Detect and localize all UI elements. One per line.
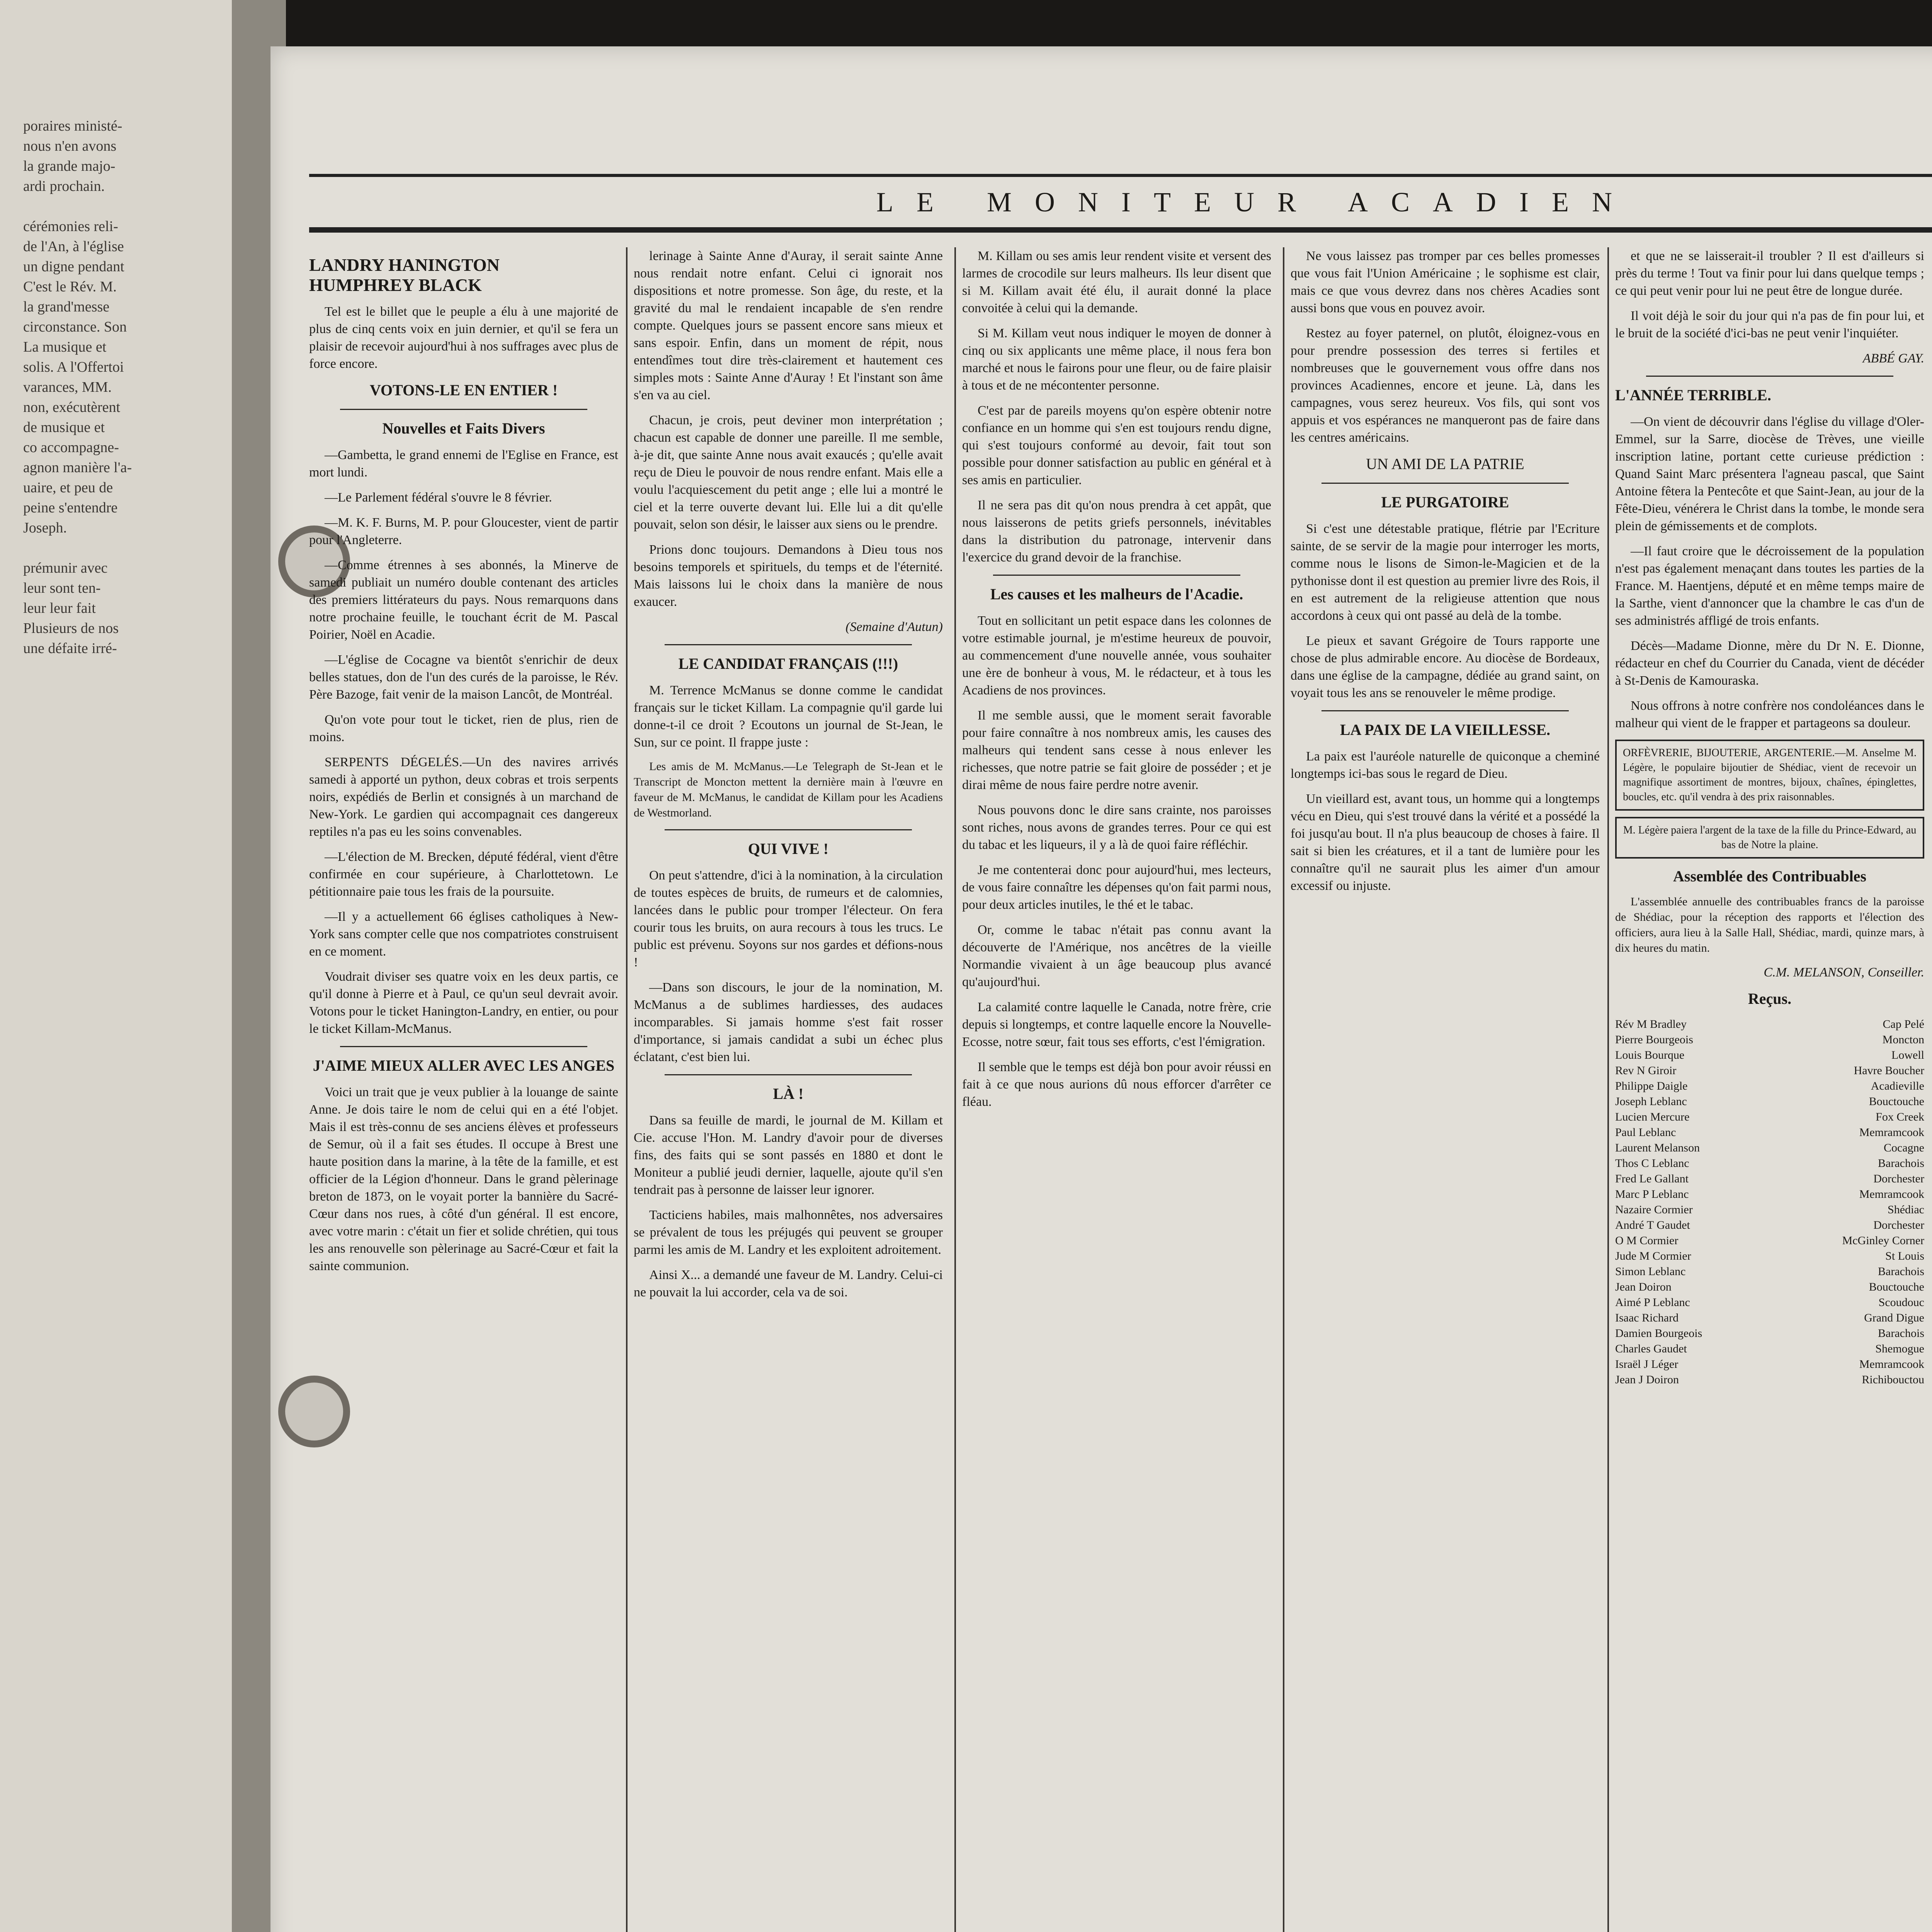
list-item	[1615, 1187, 1924, 1202]
list-item	[1615, 1125, 1924, 1140]
paragraph: Il voit déjà le soir du jour qui n'a pas de fin pour lui, et le bruit de la société d'ici-bas ne peut venir l'inquiéter.	[1615, 309, 1924, 340]
receipt-name: O M Cormier	[1615, 1234, 1679, 1247]
receipt-place: Shemogue	[1875, 1342, 1924, 1355]
article-heading: LE CANDIDAT FRANÇAIS (!!!)	[678, 655, 898, 672]
list-item	[1615, 1063, 1924, 1078]
paragraph: Tacticiens habiles, mais malhonnêtes, nos adversaires se prévalent de tous les préjugés qui peuvent se grouper parmi les amis de M. Landry et les exploitent adroitement.	[634, 1208, 943, 1257]
paragraph: Il ne sera pas dit qu'on nous prendra à cet appât, que nous laisserons de petits griefs personnels, inévitables dans la distribution du patronage, intervenir dans l'exercice du grand devoir de la franchise.	[962, 498, 1271, 565]
list-item	[1615, 1078, 1924, 1094]
receipt-name: Nazaire Cormier	[1615, 1203, 1693, 1216]
paragraph: Chacun, je crois, peut deviner mon interprétation ; chacun est capable de donner une pareille. Il me semble, à-je dit, que sainte Anne nous avait exaucés ; qu'elle avait reçu de Dieu le pouvoir de nous rendre enfant. Mais elle a voulu l'acquiescement du petit ange ; elle lui a montré le ciel et la terre ouverte devant lui. Elle lui a dit qu'elle pouvait, selon son désir, le laisser aux siens ou le prendre.	[634, 413, 943, 532]
list-item	[1615, 1171, 1924, 1187]
paragraph: C'est par de pareils moyens qu'on espère obtenir notre confiance en un homme qui s'en est toujours rendu digne, qui s'est toujours conformé au devoir, fait tout son possible pour donner satisfaction au public en général et à ses amis en particulier.	[962, 403, 1271, 487]
receipt-name: Aimé P Leblanc	[1615, 1296, 1690, 1309]
list-item	[1615, 1156, 1924, 1171]
list-item	[1615, 1140, 1924, 1156]
paragraph: Si M. Killam veut nous indiquer le moyen de donner à cinq ou six applicants une même place, il nous fera bon marché et nous le fairons pour une fleur, ou de faire plaisir à tous et de ne mécontenter personne.	[962, 326, 1271, 393]
paragraph: On peut s'attendre, d'ici à la nomination, à la circulation de toutes espèces de bruits, de rumeurs et de calomnies, lancées dans le public pour tromper l'électeur. On fera courir tous les bruits, on aura recours à tous les trucs. Le public est prévenu. Soyons sur nos gardes et défions-nous !	[634, 868, 943, 969]
receipt-place: Memramcook	[1859, 1358, 1924, 1371]
paragraph: Tout en sollicitant un petit espace dans les colonnes de votre estimable journal, je m'estime heureux de pouvoir, au commencement d'une nouvelle année, vous souhaiter une ère de bonheur à vous, M. le rédacteur, et à tous les Acadiens de nos provinces.	[962, 614, 1271, 697]
receipt-place: Dorchester	[1873, 1172, 1924, 1185]
receipt-place: Cap Pelé	[1883, 1018, 1924, 1031]
list-item	[1615, 1326, 1924, 1341]
receipt-place: Fox Creek	[1876, 1111, 1924, 1123]
news-item: —M. K. F. Burns, M. P. pour Gloucester, vient de partir pour l'Angleterre.	[309, 515, 618, 547]
divider	[1646, 376, 1893, 377]
receipt-place: Moncton	[1882, 1033, 1924, 1046]
paragraph: M. Terrence McManus se donne comme le candidat français sur le ticket Killam. La compagnie qu'il garde lui donne-t-il ce droit ? Ecoutons un journal de St-Jean, le Sun, sur ce point. Il frappe juste :	[634, 683, 943, 750]
article-heading: Les causes et les malheurs de l'Acadie.	[990, 585, 1243, 603]
news-heading: Nouvelles et Faits Divers	[382, 420, 545, 437]
list-item	[1615, 1341, 1924, 1357]
receipt-name: Charles Gaudet	[1615, 1342, 1687, 1355]
receipt-name: Rev N Giroir	[1615, 1064, 1677, 1077]
paragraph: Décès—Madame Dionne, mère du Dr N. E. Dionne, rédacteur en chef du Courrier du Canada, vient de décéder à St-Denis de Kamouraska.	[1615, 639, 1924, 688]
divider	[340, 1046, 587, 1047]
receipt-name: Jean J Doiron	[1615, 1373, 1679, 1386]
article-heading: L'ANNÉE TERRIBLE.	[1615, 386, 1771, 404]
column-1	[309, 247, 618, 1932]
list-item	[1615, 1372, 1924, 1388]
paragraph: —On vient de découvrir dans l'église du village d'Oler-Emmel, sur la Sarre, diocèse de Trèves, une vieille inscription latine, portant cette curieuse prédiction : Quand Saint Marc présentera l'agneau pascal, que Saint Antoine fêtera la Pentecôte et que Saint-Jean, au jour de la Fête-Dieu, vénérera le Christ dans la tombe, le monde sera plein de gémissements et de complots.	[1615, 415, 1924, 533]
receipt-name: Pierre Bourgeois	[1615, 1033, 1693, 1046]
news-item: —Le Parlement fédéral s'ouvre le 8 février.	[325, 490, 552, 505]
divider	[665, 829, 912, 830]
newspaper-page	[270, 46, 1932, 1932]
article-heading: LA PAIX DE LA VIEILLESSE.	[1340, 721, 1551, 738]
column-rule	[954, 247, 956, 1932]
paragraph: Prions donc toujours. Demandons à Dieu tous nos besoins temporels et spirituels, du temps et de l'éternité. Mais laissons lui le choix dans la manière de nous exaucer.	[634, 543, 943, 609]
receipt-place: Shédiac	[1888, 1203, 1924, 1216]
paragraph: La paix est l'auréole naturelle de quiconque a cheminé longtemps ici-bas sous le regard de Dieu.	[1291, 749, 1600, 781]
receipts-list	[1615, 1017, 1924, 1388]
divider	[665, 1074, 912, 1075]
receipt-place: Barachois	[1878, 1327, 1924, 1340]
news-item: —L'église de Cocagne va bientôt s'enrichir de deux belles statues, don de l'un des curés de la paroisse, le Rév. Père Bazoge, fait venir de la maison Lancôt, de Montréal.	[309, 653, 618, 702]
paragraph: M. Killam ou ses amis leur rendent visite et versent des larmes de crocodile sur leurs malheurs. Ils leur disent que si M. Killam avait été élu, il aurait donné la place convoitée à celui qui la demande.	[962, 249, 1271, 315]
story-heading: J'AIME MIEUX ALLER AVEC LES ANGES	[313, 1057, 615, 1074]
receipt-place: Bouctouche	[1869, 1095, 1924, 1108]
receipt-place: Lowell	[1891, 1049, 1924, 1061]
column-rule	[626, 247, 628, 1932]
receipt-name: Israël J Léger	[1615, 1358, 1679, 1371]
paragraph: Ne vous laissez pas tromper par ces belles promesses que vous fait l'Union Américaine ; le sophisme est clair, mais ce que vous devrez dans nos chères Acadies sont aussi bons que vous en pouvez avoir.	[1291, 249, 1600, 315]
paragraph: et que ne se laisserait-il troubler ? Il est d'ailleurs si près du terme ! Tout va finir pour lui dans quelque temps ; ce qui peut venir pour lui ne peut être de longue durée.	[1615, 249, 1924, 298]
receipt-name: Isaac Richard	[1615, 1311, 1679, 1324]
list-item	[1615, 1202, 1924, 1218]
column-5	[1615, 247, 1924, 1932]
receipt-name: Joseph Leblanc	[1615, 1095, 1687, 1108]
receipt-place: St Louis	[1885, 1250, 1924, 1262]
jeweler-notice: ORFÈVRERIE, BIJOUTERIE, ARGENTERIE.—M. Anselme M. Légère, le populaire bijoutier de Shédiac, vient de recevoir un magnifique assortiment de montres, bijoux, chaînes, épinglettes, boucles, etc. qu'il vendra à des prix raisonnables.	[1615, 740, 1924, 811]
previous-page-text: poraires ministé- nous n'en avons la grande majo- ardi prochain. cérémonies reli- de l'An, à l'église un digne pendant C'est le Rév. M. la grand'messe circonstance. Son La musique et solis. A l'Offertoi varances, MM. non, exécutèrent de musique et co accompagne- agnon manière l'a- uaire, et peu de peine s'entendre Joseph. prémunir avec leur sont ten- leur leur fait Plusieurs de nos une défaite irré-	[23, 118, 132, 656]
receipt-place: Bouctouche	[1869, 1281, 1924, 1293]
intro-paragraph: Tel est le billet que le peuple a élu à une majorité de plus de cinq cents voix en juin dernier, et qu'il se fera un plaisir de recevoir aujourd'hui à nos suffrages avec plus de force encore.	[309, 304, 618, 371]
receipt-name: Simon Leblanc	[1615, 1265, 1686, 1278]
receipt-name: Marc P Leblanc	[1615, 1188, 1689, 1201]
signature: C.M. MELANSON, Conseiller.	[1764, 965, 1924, 980]
list-item	[1615, 1295, 1924, 1310]
divider	[1321, 483, 1569, 484]
list-item	[1615, 1017, 1924, 1032]
receipt-name: Rév M Bradley	[1615, 1018, 1687, 1031]
receipt-place: Barachois	[1878, 1265, 1924, 1278]
candidates-heading: LANDRY HANINGTON HUMPHREY BLACK	[309, 255, 500, 295]
list-item	[1615, 1032, 1924, 1048]
receipt-name: Thos C Leblanc	[1615, 1157, 1689, 1170]
receipt-place: Memramcook	[1859, 1188, 1924, 1201]
receipt-name: André T Gaudet	[1615, 1219, 1690, 1231]
receipt-place: Memramcook	[1859, 1126, 1924, 1139]
news-item: —L'élection de M. Brecken, député fédéral, vient d'être confirmée en cour supérieure, à Charlottetown. Le pétitionnaire paie tous les frais de la poursuite.	[309, 850, 618, 899]
news-item: —Il y a actuellement 66 églises catholiques à New-York sans compter celle que nos compatriotes construisent en ce moment.	[309, 910, 618, 959]
article-heading: Assemblée des Contribuables	[1673, 867, 1867, 885]
paragraph: Si c'est une détestable pratique, flétrie par l'Ecriture sainte, de se servir de la magie pour interroger les morts, comme nous le lisons de Simon-le-Magicien et de la pythonisse dont il est question au premier livre des Rois, il en est autrement de la religieuse attention que nous accordons à ceux qui ont passé au delà de la tombe.	[1291, 522, 1600, 623]
column-rule	[1607, 247, 1609, 1932]
paragraph: Dans sa feuille de mardi, le journal de M. Killam et Cie. accuse l'Hon. M. Landry d'avoir pour de diverses fins, des faits qui se sont passés en 1880 et dont le Moniteur a publié jeudi dernier, laquelle, ajoute qu'il s'en tendrait pas à personne de laisser leur ignorer.	[634, 1113, 943, 1197]
paragraph: Restez au foyer paternel, on plutôt, éloignez-vous en pour prendre possession des terres si fertiles et nombreuses que le gouvernement vous offre dans nos provinces Acadiennes, encore et jeune. Là, dans les campagnes, vous serez heureux. Vos fils, qui sont vos appuis et vos espérances ne manqueront pas de faire dans les centres américains.	[1291, 326, 1600, 445]
list-item	[1615, 1048, 1924, 1063]
list-item	[1615, 1094, 1924, 1109]
receipt-name: Fred Le Gallant	[1615, 1172, 1689, 1185]
news-item: Qu'on vote pour tout le ticket, rien de plus, rien de moins.	[309, 713, 618, 744]
paragraph: Or, comme le tabac n'était pas connu avant la découverte de l'Amérique, nos ancêtres de la vieille Normandie vivaient à un âge beaucoup plus avancé qu'aujourd'hui.	[962, 923, 1271, 989]
article-heading: LE PURGATOIRE	[1381, 493, 1509, 511]
receipt-place: McGinley Corner	[1842, 1234, 1924, 1247]
signature: ABBÉ GAY.	[1862, 351, 1924, 366]
receipt-place: Havre Boucher	[1854, 1064, 1924, 1077]
paragraph: Il me semble aussi, que le moment serait favorable pour faire connaître à nos nombreux amis, les causes des malheurs qui tendent sans cesse à nous enlever les richesses, que notre patrie se fait gloire de posséder ; et je dirai même de nous faire perdre notre avenir.	[962, 708, 1271, 792]
divider	[665, 644, 912, 645]
paragraph: lerinage à Sainte Anne d'Auray, il serait sainte Anne nous rendait notre enfant. Celui ci ignorait nos dispositions et notre promesse. Son âge, du reste, et la gravité du mal le rendaient incapable de s'en rendre compte. Quelques jours se passent encore sans mieux et sans espoir. Enfin, dans un moment de répit, nous entendîmes tout dire très-clairement et hautement ces simples mots : Sainte Anne d'Auray ! Et l'instant son âme s'en va au ciel.	[634, 249, 943, 402]
paragraph: Je me contenterai donc pour aujourd'hui, mes lecteurs, de vous faire connaître les dépenses qu'on fait parmi nous, pour deux articles inutiles, le thé et le tabac.	[962, 863, 1271, 912]
receipt-place: Barachois	[1878, 1157, 1924, 1170]
list-item	[1615, 1264, 1924, 1279]
receipt-name: Lucien Mercure	[1615, 1111, 1690, 1123]
paragraph: Les amis de M. McManus.—Le Telegraph de St-Jean et le Transcript de Moncton mettent la dernière main à l'œuvre en faveur de M. McManus, le candidat de Killam pour les Acadiens de Westmorland.	[634, 760, 943, 819]
small-notice: M. Légère paiera l'argent de la taxe de la fille du Prince-Edward, au bas de Notre la plaine.	[1615, 817, 1924, 859]
paragraph: Le pieux et savant Grégoire de Tours rapporte une chose de plus admirable encore. Au diocèse de Bordeaux, dans une église de la campagne, dédiée au grand saint, on voyait tous les ans se renouveler le même prodige.	[1291, 634, 1600, 700]
receipt-name: Louis Bourque	[1615, 1049, 1685, 1061]
paragraph: L'assemblée annuelle des contribuables francs de la paroisse de Shédiac, pour la réception des rapports et l'élection des officiers, aura lieu à la Salle Hall, Shédiac, mardi, quinze mars, à dix heures du matin.	[1615, 895, 1924, 954]
masthead: LE MONITEUR ACADIEN	[309, 174, 1932, 233]
news-item: SERPENTS DÉGELÉS.—Un des navires arrivés samedi à apporté un python, deux cobras et trois serpents noirs, expédiés de Berlin et consignés à un marchand de New-York. Le gardien qui accompagnait ces dangereux reptiles n'a pas eu les soins convenables.	[309, 755, 618, 839]
receipt-name: Jean Doiron	[1615, 1281, 1672, 1293]
paragraph: —Il faut croire que le décroissement de la population n'est pas également menaçant dans toutes les parties de la France. M. Haentjens, député et en même temps maire de la Sarthe, vient d'annoncer que la chambre le cas d'un de ses administrés affligé de trois enfants.	[1615, 544, 1924, 628]
receipt-name: Philippe Daigle	[1615, 1080, 1688, 1092]
paragraph: —Dans son discours, le jour de la nomination, M. McManus a de sublimes hardiesses, des audaces incomparables. Si jamais homme s'est fait rosser d'importance, si jamais candidat a subi un échec plus éclatant, c'est bien lui.	[634, 980, 943, 1064]
receipt-name: Damien Bourgeois	[1615, 1327, 1702, 1340]
news-item: —Gambetta, le grand ennemi de l'Eglise en France, est mort lundi.	[309, 448, 618, 480]
divider	[993, 575, 1240, 576]
receipt-place: Scoudouc	[1878, 1296, 1924, 1309]
list-item	[1615, 1248, 1924, 1264]
news-item: Voudrait diviser ses quatre voix en les deux partis, ce qu'il donne à Pierre et à Paul, ce qu'un seul devrait avoir. Votons pour le ticket Hanington-Landry, en entier, ou pour le ticket Killam-McManus.	[309, 969, 618, 1036]
signature: UN AMI DE LA PATRIE	[1366, 455, 1524, 473]
list-item	[1615, 1357, 1924, 1372]
list-item	[1615, 1233, 1924, 1248]
list-item	[1615, 1310, 1924, 1326]
source-credit: (Semaine d'Autun)	[845, 620, 943, 634]
column-4	[1291, 247, 1600, 1932]
paragraph: La calamité contre laquelle le Canada, notre frère, crie depuis si longtemps, et contre laquelle encore la Nouvelle-Ecosse, notre sœur, fait tous ses efforts, c'est l'émigration.	[962, 1000, 1271, 1049]
receipts-heading: Reçus.	[1748, 990, 1792, 1007]
receipt-place: Cocagne	[1884, 1141, 1924, 1154]
receipt-place: Richibouctou	[1862, 1373, 1924, 1386]
list-item	[1615, 1218, 1924, 1233]
news-item: —Comme étrennes à ses abonnés, la Minerve de samedi publiait un numéro double contenant des articles des premiers littérateurs du pays. Nous remarquons dans notre prochaine feuille, le touchant écrit de M. Pascal Poirier, Noël en Acadie.	[309, 558, 618, 642]
column-3	[962, 247, 1271, 1932]
paragraph: Il semble que le temps est déjà bon pour avoir réussi en fait à ce que nous aurions dû nous efforcer d'arrêter ce fléau.	[962, 1060, 1271, 1109]
receipt-name: Laurent Melanson	[1615, 1141, 1700, 1154]
receipt-place: Dorchester	[1873, 1219, 1924, 1231]
paragraph: Nous pouvons donc le dire sans crainte, nos paroisses sont riches, nous avons de grandes terres. Pour ce qui est du tabac et les liqueurs, il y a là de quoi faire réfléchir.	[962, 803, 1271, 852]
receipt-place: Acadieville	[1871, 1080, 1924, 1092]
receipt-name: Paul Leblanc	[1615, 1126, 1676, 1139]
column-rule	[1283, 247, 1284, 1932]
receipt-name: Jude M Cormier	[1615, 1250, 1691, 1262]
divider	[340, 409, 587, 410]
paragraph: Nous offrons à notre confrère nos condoléances dans le malheur qui vient de le frapper et partageons sa douleur.	[1615, 699, 1924, 730]
list-item	[1615, 1109, 1924, 1125]
article-heading: QUI VIVE !	[748, 840, 829, 857]
paragraph: Un vieillard est, avant tous, un homme qui a longtemps vécu en Dieu, qui s'est trouvé dans la vérité et a possédé la foi jusqu'au bout. Il n'a plus beaucoup de choses à faire. Il sait si bien les créatures, et il a tant de lumière pour les connaître qu'il ne saurait plus les aimer d'un amour excessif ou injuste.	[1291, 792, 1600, 893]
vote-heading: VOTONS-LE EN ENTIER !	[369, 381, 558, 399]
paragraph: Ainsi X... a demandé une faveur de M. Landry. Celui-ci ne pouvait la lui accorder, cela va de soi.	[634, 1268, 943, 1299]
story-paragraph: Voici un trait que je veux publier à la louange de sainte Anne. Je dois taire le nom de celui qui en a été l'objet. Mais il est très-connu de ses anciens élèves et professeurs de Semur, où il a fait ses études. Il occupe à Brest une haute position dans la marine, à la tête de la famille, et est officier de la Légion d'honneur. Dans le grand pèlerinage breton de 1873, on le voyait porter la bannière du Sacré-Cœur dans nos rues, à côté d'un général. Il est encore, avec votre marin : c'était un fier et solide chrétien, qui tous les ans renouvelle son pèlerinage au Sacré-Cœur et fait la sainte communion.	[309, 1085, 618, 1273]
previous-page-edge	[0, 0, 247, 1932]
column-2	[634, 247, 943, 1932]
list-item	[1615, 1279, 1924, 1295]
divider	[1321, 710, 1569, 711]
article-heading: LÀ !	[773, 1085, 804, 1102]
receipt-place: Grand Digue	[1864, 1311, 1924, 1324]
